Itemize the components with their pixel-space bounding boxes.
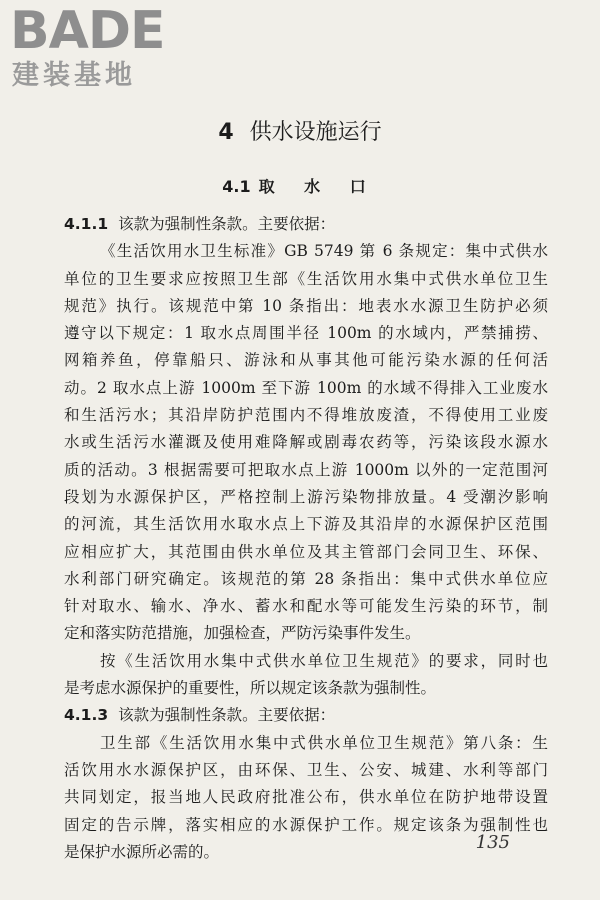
chapter-number: 4: [218, 120, 234, 145]
paragraph-line: 应相应扩大，其范围由供水单位及其主管部门会同卫生、环保、: [64, 542, 548, 561]
paragraph-line: 针对取水、输水、净水、蓄水和配水等可能发生污染的环节，制: [64, 597, 548, 616]
paragraph-line: 网箱养鱼，停靠船只、游泳和从事其他可能污染水源的任何活: [64, 351, 548, 370]
bade-logo: [4, 2, 174, 94]
paragraph-line: 单位的卫生要求应按照卫生部《生活饮用水集中式供水单位卫生: [64, 269, 548, 288]
paragraph-line: 《生活饮用水卫生标准》GB 5749 第 6 条规定：集中式供水: [100, 242, 548, 261]
chapter-title-text: 供水设施运行: [249, 120, 382, 145]
page-number: 135: [475, 832, 510, 853]
body-text: [64, 211, 548, 866]
paragraph-line: 按《生活饮用水集中式供水单位卫生规范》的要求，同时也: [100, 651, 548, 670]
paragraph-line: 定和落实防范措施，加强检查，严防污染事件发生。: [64, 624, 421, 643]
paragraph-line: 的河流，其生活饮用水取水点上下游及其沿岸的水源保护区范围: [64, 515, 548, 534]
clause-number: 4.1.3: [64, 706, 109, 725]
logo-subtitle: 建装基地: [12, 60, 136, 91]
paragraph-line: 段划为水源保护区，严格控制上游污染物排放量。4 受潮汐影响: [64, 487, 548, 506]
paragraph-line: 活饮用水水源保护区，由环保、卫生、公安、城建、水利等部门: [64, 760, 548, 779]
paragraph-line: 共同划定，报当地人民政府批准公布，供水单位在防护地带设置: [64, 788, 548, 807]
section-title-text: 取 水 口: [258, 177, 378, 196]
paragraph-line: 卫生部《生活饮用水集中式供水单位卫生规范》第八条：生: [100, 733, 548, 752]
paragraph-line: 固定的告示牌，落实相应的水源保护工作。规定该条为强制性也: [64, 815, 548, 834]
section-title: [0, 176, 600, 198]
paragraph-line: 规范》执行。该规范中第 10 条指出：地表水水源卫生防护必须: [64, 296, 548, 315]
paragraph-line: 水利部门研究确定。该规范的第 28 条指出：集中式供水单位应: [64, 569, 548, 588]
clause-heading-text: 该款为强制性条款。主要依据：: [118, 215, 336, 233]
paragraph-line: 质的活动。3 根据需要可把取水点上游 1000m 以外的一定范围河: [64, 460, 548, 479]
chapter-title: [0, 118, 600, 148]
logo-brand: BADE: [10, 1, 165, 61]
clause-heading: [64, 702, 548, 729]
paragraph-line: 是保护水源所必需的。: [64, 842, 220, 861]
paragraph-line: 水或生活污水灌溉及使用难降解或剧毒农药等，污染该段水源水: [64, 433, 548, 452]
clause-number: 4.1.1: [64, 215, 109, 233]
paragraph-line: 动。2 取水点上游 1000m 至下游 100m 的水域不得排入工业废水: [64, 378, 548, 397]
clause-heading-text: 该款为强制性条款。主要依据：: [118, 706, 336, 725]
paragraph-line: 是考虑水源保护的重要性，所以规定该条款为强制性。: [64, 679, 437, 698]
clause-heading: [64, 211, 548, 238]
paragraph-line: 遵守以下规定：1 取水点周围半径 100m 的水域内，严禁捕捞、: [64, 324, 548, 343]
section-number: 4.1: [222, 177, 251, 196]
paragraph-line: 和生活污水；其沿岸防护范围内不得堆放废渣，不得使用工业废: [64, 406, 548, 425]
